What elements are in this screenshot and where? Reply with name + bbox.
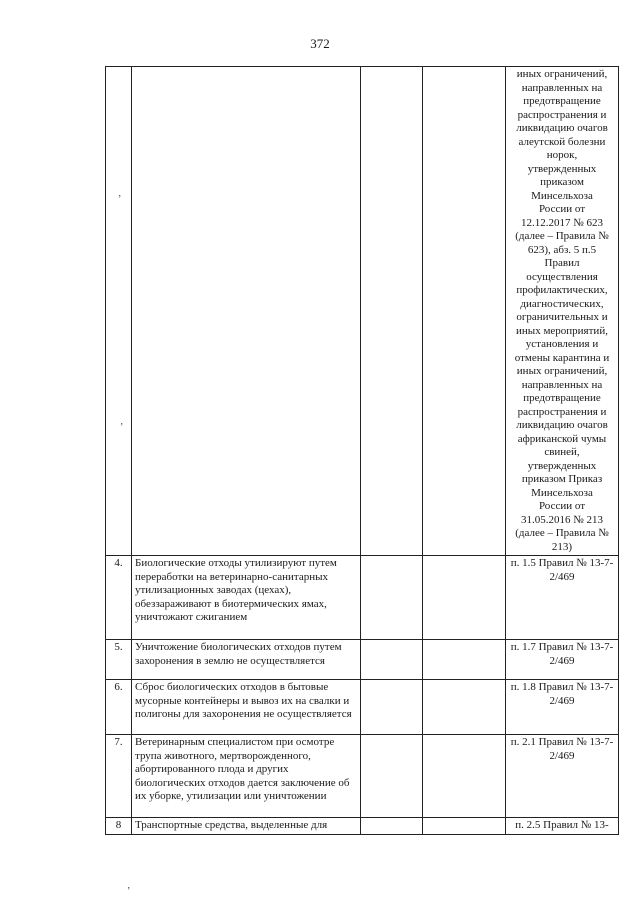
table-row [106,735,619,818]
row-number-cell: 5. [106,640,132,680]
empty-cell [361,735,423,818]
empty-cell [423,818,506,835]
row-number-cell: 4. [106,556,132,640]
reference-cell: п. 1.7 Правил № 13-7-2/469 [506,640,619,680]
scan-mark: ‚ [120,416,124,427]
requirement-cell: Ветеринарным специалистом при осмотре трупа животного, мертворожденного, абортированного плода и других биологических отходов дается заключение об их уборке, утилизации или уничтожении [132,735,361,818]
scan-mark: ‚ [118,188,122,199]
row-number-cell: 7. [106,735,132,818]
reference-cell: п. 1.8 Правил № 13-7-2/469 [506,680,619,735]
requirement-cell: Биологические отходы утилизируют путем переработки на ветеринарно-санитарных утилизационных заводах (цехах), обеззараживают в биотермических ямах, уничтожают сжиганием [132,556,361,640]
row-number-cell [106,67,132,556]
requirement-cell [132,67,361,556]
empty-cell [361,680,423,735]
empty-cell [423,640,506,680]
table-row [106,556,619,640]
requirement-cell: Транспортные средства, выделенные для [132,818,361,835]
table-row [106,680,619,735]
page-number: 372 [310,36,330,51]
table-row [106,640,619,680]
empty-cell [361,67,423,556]
scan-mark: ‚ [127,880,131,891]
table-row [106,67,619,556]
requirement-cell: Уничтожение биологических отходов путем захоронения в землю не осуществляется [132,640,361,680]
requirement-cell: Сброс биологических отходов в бытовые мусорные контейнеры и вывоз их на свалки и полигоны для захоронения не осуществляется [132,680,361,735]
reference-cell: п. 2.1 Правил № 13-7-2/469 [506,735,619,818]
empty-cell [423,680,506,735]
empty-cell [423,67,506,556]
empty-cell [361,640,423,680]
empty-cell [361,556,423,640]
row-number-cell: 6. [106,680,132,735]
empty-cell [361,818,423,835]
reference-cell: иных ограничений, направленных на предотвращение распространения и ликвидацию очагов алеутской болезни норок, утвержденных приказом Минсельхоза России от 12.12.2017 № 623 (далее – Правила № 623), абз. 5 п.5 Правил осуществления профилактических, диагностических, ограничительных и иных мероприятий, установления и отмены карантина и иных ограничений, направленных на предотвращение распространения и ликвидацию очагов африканской чумы свиней, утвержденных приказом Приказ Минсельхоза России от 31.05.2016 № 213 (далее – Правила № 213) [506,67,619,556]
row-number-cell: 8 [106,818,132,835]
reference-cell: п. 2.5 Правил № 13- [506,818,619,835]
requirements-table [105,66,619,835]
empty-cell [423,735,506,818]
reference-cell: п. 1.5 Правил № 13-7-2/469 [506,556,619,640]
table-row [106,818,619,835]
empty-cell [423,556,506,640]
